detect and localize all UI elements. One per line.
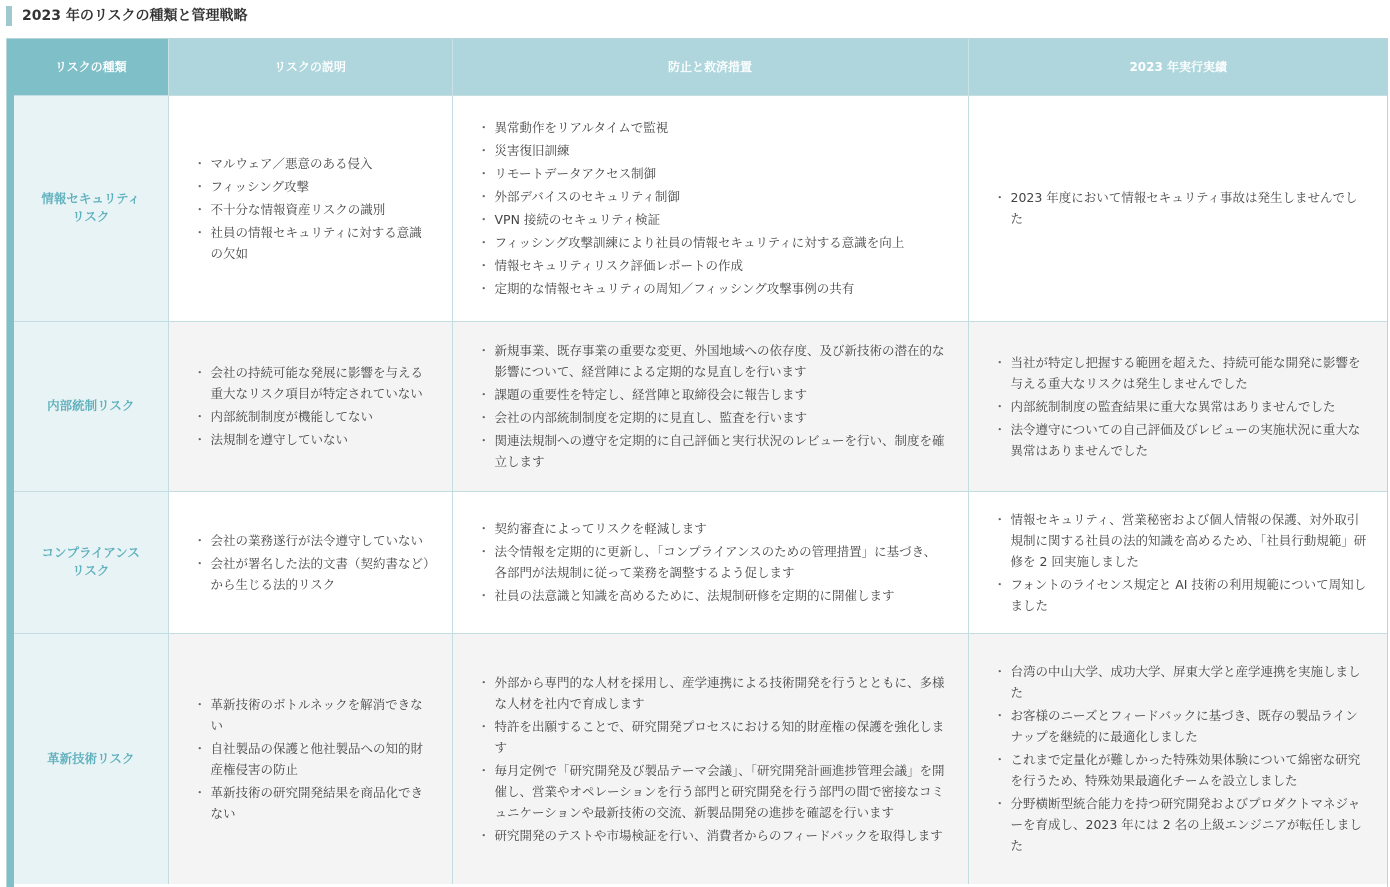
list-item: ・ 特許を出願することで、研究開発プロセスにおける知的財産権の保護を強化します xyxy=(480,716,948,758)
list-item: ・ 法令情報を定期的に更新し、「コンプライアンスのための管理措置」に基づき、各部門が法規制に従って業務を調整するよう促します xyxy=(480,541,948,583)
list-item: ・ 新規事業、既存事業の重要な変更、外国地域への依存度、及び新技術の潜在的な影響について、経営陣による定期的な見直しを行います xyxy=(480,340,948,382)
results-list xyxy=(996,187,1369,229)
list-item: ・ 会社が署名した法的文書（契約書など）から生じる法的リスク xyxy=(196,553,432,595)
table-left-accent xyxy=(7,39,14,887)
list-item: ・ 毎月定例で「研究開発及び製品テーマ会議」、「研究開発計画進捗管理会議」を開催し、営業やオペレーションを行う部門と研究開発を行う部門の間で密接なコミュニケーションや最新技術の交流、新製品開発の進捗を確認を行います xyxy=(480,760,948,823)
risk-type-cell xyxy=(14,491,168,633)
risk-description-cell xyxy=(168,633,452,884)
measures-list xyxy=(480,340,948,472)
list-item: ・ 社員の情報セキュリティに対する意識の欠如 xyxy=(196,222,432,264)
list-item: ・ 研究開発のテストや市場検証を行い、消費者からのフィードバックを取得します xyxy=(480,825,948,846)
list-item: ・ 内部統制制度の監査結果に重大な異常はありませんでした xyxy=(996,396,1369,417)
header-risk-description: リスクの説明 xyxy=(168,39,452,95)
list-item: ・ リモートデータアクセス制御 xyxy=(480,163,948,184)
list-item: ・ 内部統制制度が機能してない xyxy=(196,406,432,427)
list-item: ・ 会社の内部統制制度を定期的に見直し、監査を行います xyxy=(480,407,948,428)
table-row xyxy=(14,491,1388,633)
list-item: ・ 情報セキュリティリスク評価レポートの作成 xyxy=(480,255,948,276)
list-item: ・ 法令遵守についての自己評価及びレビューの実施状況に重大な異常はありませんでした xyxy=(996,419,1369,461)
list-item: ・ これまで定量化が難しかった特殊効果体験について綿密な研究を行うため、特殊効果最適化チームを設立しました xyxy=(996,749,1369,791)
risk-type-cell xyxy=(14,321,168,491)
list-item: ・ VPN 接続のセキュリティ検証 xyxy=(480,209,948,230)
description-list xyxy=(196,530,432,595)
prevention-measures-cell xyxy=(452,491,968,633)
risk-type-label: 内部統制リスク xyxy=(47,398,135,413)
risk-management-table xyxy=(14,39,1388,884)
risk-type-label: 革新技術リスク xyxy=(47,750,135,766)
risk-type-label: コンプライアンス リスク xyxy=(41,545,140,578)
results-list xyxy=(996,352,1369,461)
table-row xyxy=(14,95,1388,321)
results-cell xyxy=(968,321,1388,491)
measures-list xyxy=(480,117,948,299)
list-item: ・ 自社製品の保護と他社製品への知的財産権侵害の防止 xyxy=(196,738,432,780)
page-title: 2023 年のリスクの種類と管理戦略 xyxy=(6,6,248,26)
prevention-measures-cell xyxy=(452,95,968,321)
risk-description-cell xyxy=(168,491,452,633)
list-item: ・ フォントのライセンス規定と AI 技術の利用規範について周知しました xyxy=(996,574,1369,616)
header-risk-type: リスクの種類 xyxy=(14,39,168,95)
risk-description-cell xyxy=(168,95,452,321)
risk-type-cell xyxy=(14,633,168,884)
list-item: ・ 課題の重要性を特定し、経営陣と取締役会に報告します xyxy=(480,384,948,405)
description-list xyxy=(196,694,432,824)
measures-list xyxy=(480,518,948,606)
description-list xyxy=(196,153,432,264)
table-header-row xyxy=(14,39,1388,95)
risk-type-label: 情報セキュリティ リスク xyxy=(41,191,141,224)
list-item: ・ 関連法規制への遵守を定期的に自己評価と実行状況のレビューを行い、制度を確立します xyxy=(480,430,948,472)
list-item: ・ 会社の持続可能な発展に影響を与える重大なリスク項目が特定されていない xyxy=(196,362,432,404)
results-cell xyxy=(968,491,1388,633)
list-item: ・ 不十分な情報資産リスクの識別 xyxy=(196,199,432,220)
risk-table xyxy=(6,38,1388,887)
risk-description-cell xyxy=(168,321,452,491)
list-item: ・ 異常動作をリアルタイムで監視 xyxy=(480,117,948,138)
measures-list xyxy=(480,672,948,846)
description-list xyxy=(196,362,432,450)
list-item: ・ 定期的な情報セキュリティの周知／フィッシング攻撃事例の共有 xyxy=(480,278,948,299)
list-item: ・ マルウェア／悪意のある侵入 xyxy=(196,153,432,174)
list-item: ・ 当社が特定し把握する範囲を超えた、持続可能な開発に影響を与える重大なリスクは発生しませんでした xyxy=(996,352,1369,394)
table-row xyxy=(14,633,1388,884)
risk-type-cell xyxy=(14,95,168,321)
list-item: ・ お客様のニーズとフィードバックに基づき、既存の製品ラインナップを継続的に最適化しました xyxy=(996,705,1369,747)
results-list xyxy=(996,661,1369,856)
list-item: ・ 分野横断型統合能力を持つ研究開発およびプロダクトマネジャーを育成し、2023 年には 2 名の上級エンジニアが転任しました xyxy=(996,793,1369,856)
list-item: ・ フィッシング攻撃 xyxy=(196,176,432,197)
prevention-measures-cell xyxy=(452,633,968,884)
prevention-measures-cell xyxy=(452,321,968,491)
list-item: ・ 法規制を遵守していない xyxy=(196,429,432,450)
list-item: ・ 外部から専門的な人材を採用し、産学連携による技術開発を行うとともに、多様な人材を社内で育成します xyxy=(480,672,948,714)
list-item: ・ 2023 年度において情報セキュリティ事故は発生しませんでした xyxy=(996,187,1369,229)
list-item: ・ 外部デバイスのセキュリティ制御 xyxy=(480,186,948,207)
results-cell xyxy=(968,633,1388,884)
list-item: ・ 革新技術のボトルネックを解消できない xyxy=(196,694,432,736)
results-cell xyxy=(968,95,1388,321)
list-item: ・ 社員の法意識と知識を高めるために、法規制研修を定期的に開催します xyxy=(480,585,948,606)
list-item: ・ 災害復旧訓練 xyxy=(480,140,948,161)
table-row xyxy=(14,321,1388,491)
list-item: ・ 革新技術の研究開発結果を商品化できない xyxy=(196,782,432,824)
list-item: ・ 情報セキュリティ、営業秘密および個人情報の保護、対外取引規制に関する社員の法的知識を高めるため、「社員行動規範」研修を 2 回実施しました xyxy=(996,509,1369,572)
list-item: ・ 契約審査によってリスクを軽減します xyxy=(480,518,948,539)
header-prevention-measures: 防止と救済措置 xyxy=(452,39,968,95)
list-item: ・ 台湾の中山大学、成功大学、屏東大学と産学連携を実施しました xyxy=(996,661,1369,703)
list-item: ・ 会社の業務遂行が法令遵守していない xyxy=(196,530,432,551)
results-list xyxy=(996,509,1369,616)
header-2023-results: 2023 年実行実績 xyxy=(968,39,1388,95)
list-item: ・ フィッシング攻撃訓練により社員の情報セキュリティに対する意識を向上 xyxy=(480,232,948,253)
